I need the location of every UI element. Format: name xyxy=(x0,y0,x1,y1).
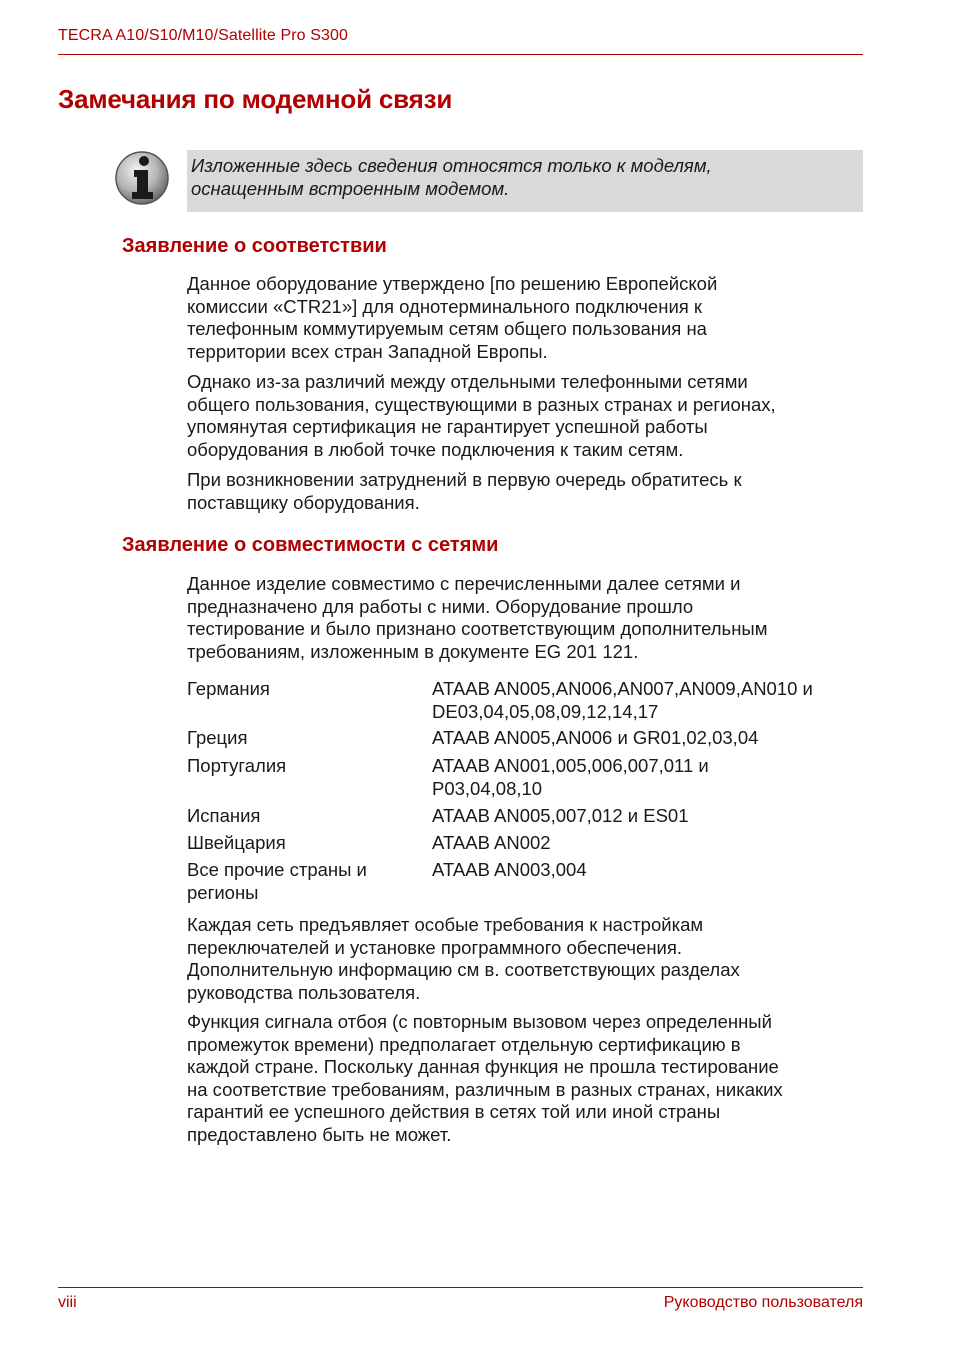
info-icon xyxy=(114,150,170,206)
note-line: Изложенные здесь сведения относятся только к моделям, xyxy=(191,155,712,176)
country-cell: Германия xyxy=(187,678,270,699)
standard-cell: ATAAB AN005,AN006 и GR01,02,03,04 xyxy=(432,727,759,748)
country-cell: Все прочие страны и регионы xyxy=(187,859,367,903)
running-header: TECRA A10/S10/M10/Satellite Pro S300 xyxy=(58,27,348,44)
paragraph: Данное оборудование утверждено [по решению Европейской комиссии «CTR21»] для однотерминального подключения к телефонным коммутируемым сетям общего пользования на территории всех стран Западной Европы. xyxy=(187,273,718,362)
note-box xyxy=(187,150,863,212)
paragraph: Однако из-за различий между отдельными телефонными сетями общего пользования, существующими в разных странах и регионах, упомянутая сертификация не гарантирует успешной работы оборудования в любой точке подключения к таким сетям. xyxy=(187,371,776,460)
header-rule xyxy=(58,54,863,55)
standard-cell: ATAAB AN002 xyxy=(432,832,551,853)
paragraph: Данное изделие совместимо с перечисленными далее сетями и предназначено для работы с ними. Оборудование прошло тестирование и было признано соответствующим дополнительным требованиям, изложенным в документе EG 201 121. xyxy=(187,573,768,662)
standard-cell: ATAAB AN003,004 xyxy=(432,859,587,880)
country-cell: Греция xyxy=(187,727,248,748)
standard-cell: ATAAB AN001,005,006,007,011 и P03,04,08,10 xyxy=(432,755,709,799)
section-heading-compliance: Заявление о соответствии xyxy=(122,235,387,257)
paragraph: Функция сигнала отбоя (с повторным вызовом через определенный промежуток времени) предполагает отдельную сертификацию в каждой стране. Поскольку данная функция не прошла тестирование на соответствие требованиям, различным в разных странах, никаких гарантий ее успешного действия в сетях той или иной страны предоставлено быть не может. xyxy=(187,1011,783,1145)
note-line: оснащенным встроенным модемом. xyxy=(191,177,510,199)
country-cell: Швейцария xyxy=(187,832,286,853)
standard-cell: ATAAB AN005,AN006,AN007,AN009,AN010 и DE03,04,05,08,09,12,14,17 xyxy=(432,678,813,722)
footer-rule xyxy=(58,1287,863,1288)
section-heading-network-compatibility: Заявление о совместимости с сетями xyxy=(122,534,499,556)
country-cell: Португалия xyxy=(187,755,287,776)
page-title: Замечания по модемной связи xyxy=(58,84,453,114)
paragraph: Каждая сеть предъявляет особые требования к настройкам переключателей и установке программного обеспечения. Дополнительную информацию см в. соответствующих разделах руководства пользователя. xyxy=(187,914,740,1003)
footer-doc-title: Руководство пользователя xyxy=(663,1294,863,1311)
page-number: viii xyxy=(58,1294,77,1311)
paragraph: При возникновении затруднений в первую очередь обратитесь к поставщику оборудования. xyxy=(187,469,742,513)
country-cell: Испания xyxy=(187,805,261,826)
standard-cell: ATAAB AN005,007,012 и ES01 xyxy=(432,805,689,826)
